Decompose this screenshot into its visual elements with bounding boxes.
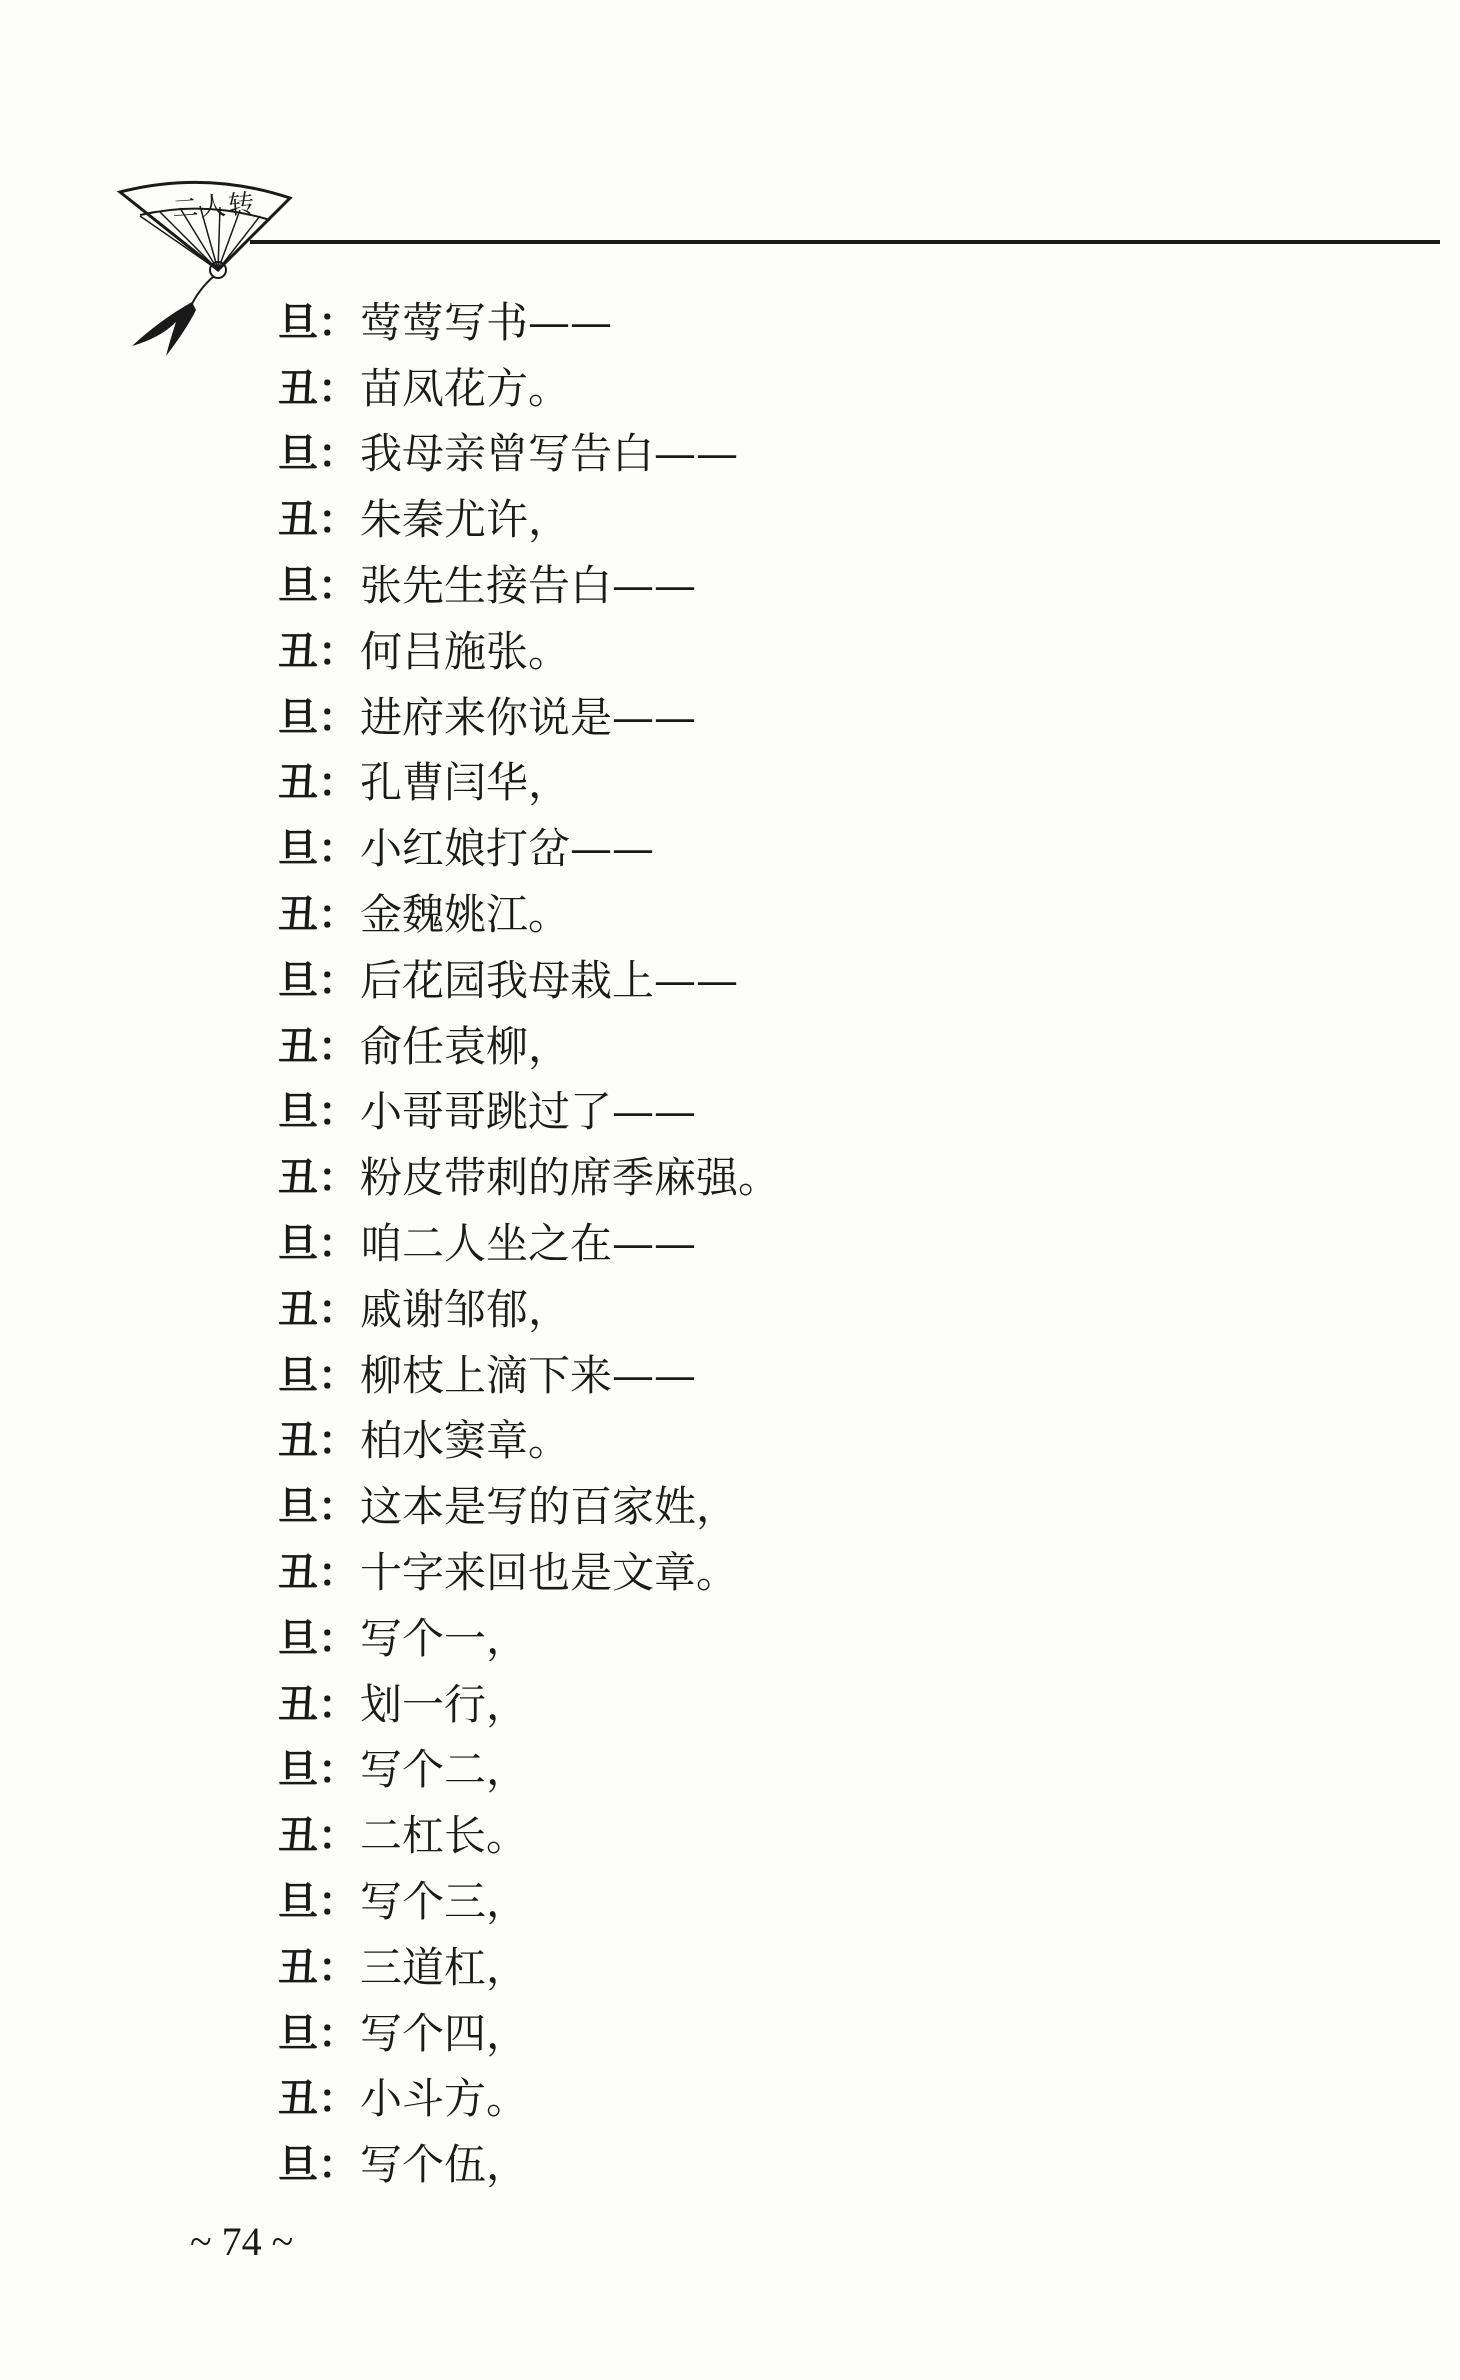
dialogue-line [278,1672,1378,1738]
speaker-role: 丑 [278,760,318,807]
line-text: 划一行， [360,1679,529,1729]
dialogue-line [278,553,1378,619]
dialogue-line [278,882,1378,948]
dialogue-line [278,1474,1378,1540]
line-text: 写个二， [360,1745,529,1795]
speaker-colon: ： [318,1221,358,1268]
dialogue-line [278,751,1378,817]
speaker-colon: ： [318,365,358,412]
speaker-colon: ： [318,957,358,1004]
dialogue-line [278,1606,1378,1672]
speaker-role: 丑 [278,1944,318,1991]
speaker-role: 丑 [278,1418,318,1465]
line-text: 小斗方。 [360,2074,529,2124]
line-text: 朱秦尤许， [360,495,571,545]
speaker-colon: ： [318,2010,358,2057]
line-text: 十字来回也是文章。 [360,1548,739,1598]
speaker-colon: ： [318,497,358,544]
dialogue-line [278,1869,1378,1935]
speaker-colon: ： [318,1155,358,1202]
dialogue-line [278,1540,1378,1606]
speaker-colon: ： [318,892,358,939]
speaker-role: 旦 [278,1352,318,1399]
speaker-role: 旦 [278,1089,318,1136]
line-text: 小哥哥跳过了—— [360,1087,697,1137]
line-text: 进府来你说是—— [360,692,697,742]
dialogue-line [278,1343,1378,1409]
dialogue-line [278,1277,1378,1343]
speaker-role: 旦 [278,1879,318,1926]
book-title: 二人转 [171,189,258,225]
dialogue-line [278,948,1378,1014]
speaker-role: 旦 [278,957,318,1004]
speaker-colon: ： [318,2076,358,2123]
dialogue-line [278,487,1378,553]
speaker-colon: ： [318,1944,358,1991]
line-text: 后花园我母栽上—— [360,955,739,1005]
speaker-colon: ： [318,694,358,741]
line-text: 写个伍， [360,2140,529,2190]
speaker-colon: ： [318,1615,358,1662]
speaker-colon: ： [318,1747,358,1794]
dialogue-line [278,2067,1378,2133]
speaker-colon: ： [318,1681,358,1728]
line-text: 柳枝上滴下来—— [360,1350,697,1400]
dialogue-line [278,1803,1378,1869]
speaker-colon: ： [318,2142,358,2189]
speaker-role: 旦 [278,826,318,873]
speaker-role: 丑 [278,1550,318,1597]
speaker-colon: ： [318,628,358,675]
line-text: 何吕施张。 [360,626,571,676]
dialogue-line [278,816,1378,882]
line-text: 张先生接告白—— [360,561,697,611]
speaker-role: 丑 [278,1155,318,1202]
speaker-colon: ： [318,1484,358,1531]
line-text: 孔曹闫华， [360,758,571,808]
speaker-role: 丑 [278,497,318,544]
line-text: 我母亲曾写告白—— [360,429,739,479]
dialogue-line [278,619,1378,685]
line-text: 写个四， [360,2008,529,2058]
speaker-colon: ： [318,431,358,478]
dialogue-line [278,1935,1378,2001]
speaker-role: 丑 [278,1023,318,1070]
speaker-colon: ： [318,1879,358,1926]
dialogue-line [278,1145,1378,1211]
speaker-role: 旦 [278,2142,318,2189]
speaker-role: 旦 [278,1747,318,1794]
speaker-colon: ： [318,563,358,610]
dialogue-line [278,2132,1378,2198]
speaker-role: 丑 [278,892,318,939]
speaker-role: 丑 [278,1681,318,1728]
speaker-role: 旦 [278,431,318,478]
line-text: 三道杠， [360,1942,529,1992]
speaker-colon: ： [318,1286,358,1333]
speaker-colon: ： [318,1813,358,1860]
dialogue-line [278,1014,1378,1080]
speaker-colon: ： [318,1550,358,1597]
line-text: 写个一， [360,1613,529,1663]
speaker-colon: ： [318,826,358,873]
line-text: 苗凤花方。 [360,363,571,413]
speaker-role: 丑 [278,2076,318,2123]
line-text: 写个三， [360,1877,529,1927]
speaker-colon: ： [318,760,358,807]
line-text: 俞任袁柳， [360,1021,571,1071]
dialogue-line [278,1738,1378,1804]
speaker-role: 旦 [278,299,318,346]
dialogue-line [278,290,1378,356]
speaker-role: 旦 [278,694,318,741]
dialogue [278,290,1378,2198]
line-text: 莺莺写书—— [360,297,613,347]
page-number: ~ 74 ~ [190,2219,294,2264]
dialogue-line [278,422,1378,488]
line-text: 这本是写的百家姓， [360,1482,739,1532]
dialogue-line [278,1211,1378,1277]
dialogue-line [278,2001,1378,2067]
speaker-role: 旦 [278,563,318,610]
speaker-role: 旦 [278,1615,318,1662]
dialogue-line [278,356,1378,422]
line-text: 咱二人坐之在—— [360,1219,697,1269]
speaker-role: 丑 [278,1813,318,1860]
speaker-role: 丑 [278,1286,318,1333]
speaker-role: 旦 [278,1484,318,1531]
speaker-colon: ： [318,1418,358,1465]
speaker-colon: ： [318,299,358,346]
speaker-role: 旦 [278,2010,318,2057]
speaker-role: 丑 [278,628,318,675]
speaker-colon: ： [318,1089,358,1136]
line-text: 粉皮带刺的席季麻强。 [360,1153,781,1203]
dialogue-line [278,685,1378,751]
line-text: 柏水窦章。 [360,1416,571,1466]
dialogue-line [278,1409,1378,1475]
line-text: 金魏姚江。 [360,890,571,940]
speaker-colon: ： [318,1023,358,1070]
line-text: 二杠长。 [360,1811,529,1861]
line-text: 戚谢邹郁， [360,1284,571,1334]
line-text: 小红娘打岔—— [360,824,655,874]
speaker-role: 旦 [278,1221,318,1268]
header-rule [250,240,1440,244]
speaker-colon: ： [318,1352,358,1399]
dialogue-line [278,1080,1378,1146]
speaker-role: 丑 [278,365,318,412]
